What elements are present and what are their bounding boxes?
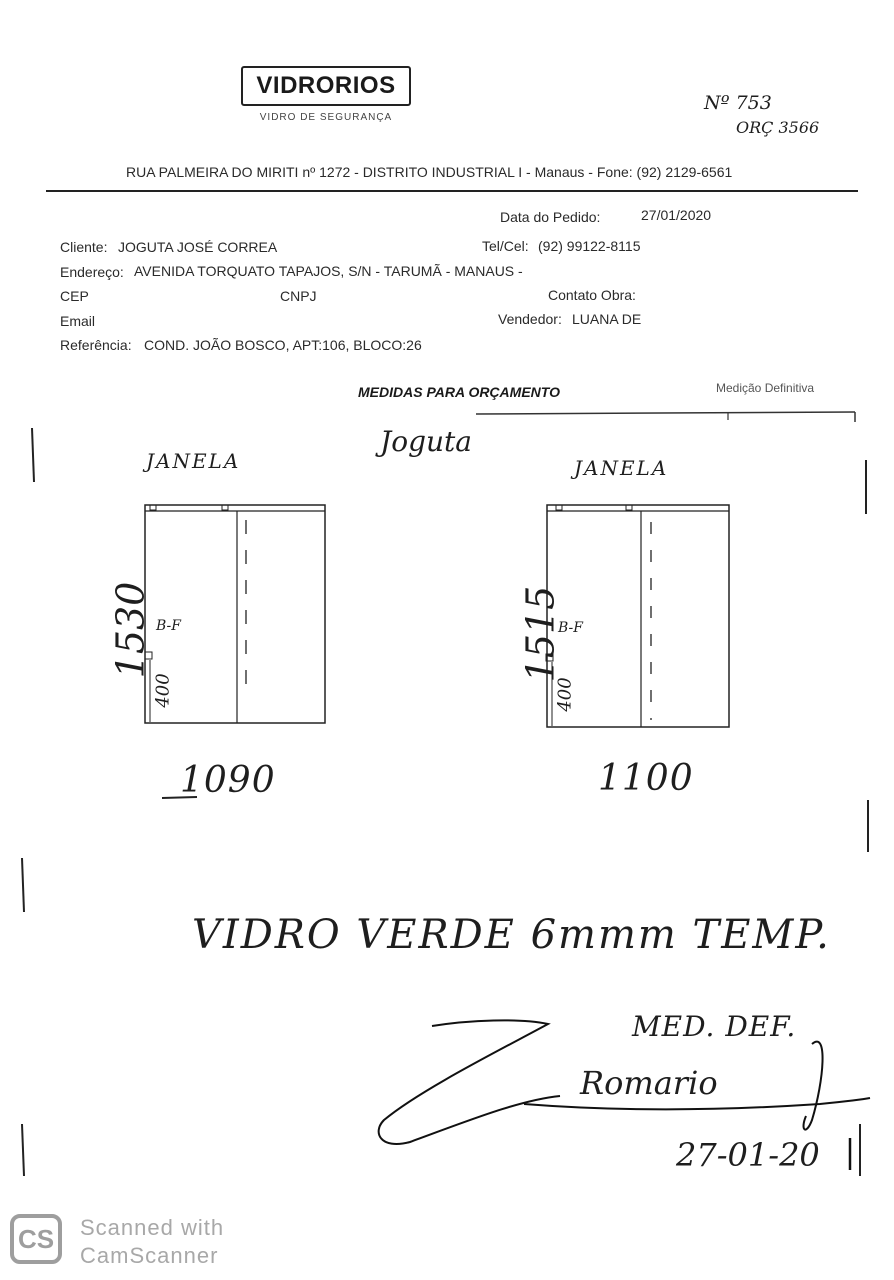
- window-1-drawing: [145, 505, 325, 798]
- scan-mark: [32, 428, 34, 482]
- med-def-note: MED. DEF.: [632, 1010, 797, 1043]
- phone-label: Tel/Cel:: [482, 238, 529, 254]
- window-2-sill-label: B-F: [558, 620, 583, 636]
- camscanner-logo-text: CS: [17, 1223, 55, 1254]
- handwritten-client-name: Joguta: [380, 425, 472, 458]
- window-1-width: 1090: [180, 760, 276, 801]
- company-tagline: VIDRO DE SEGURANÇA: [259, 112, 393, 123]
- window-1-label: JANELA: [146, 449, 241, 473]
- window-2-height: 1515: [518, 585, 563, 683]
- camscanner-logo: [10, 1214, 62, 1264]
- address-label: Endereço:: [60, 264, 124, 280]
- scan-mark: [22, 858, 24, 912]
- section-underline: [476, 412, 855, 414]
- window-2-width: 1100: [598, 758, 694, 799]
- cep-label: CEP: [60, 288, 89, 304]
- section-title: MEDIDAS PARA ORÇAMENTO: [358, 384, 560, 400]
- glass-spec-note: VIDRO VERDE 6mmm TEMP.: [192, 912, 831, 958]
- client-value: JOGUTA JOSÉ CORREA: [118, 239, 278, 255]
- order-number: Nº 753: [704, 92, 772, 114]
- reference-label: Referência:: [60, 337, 132, 353]
- date-value: 27/01/2020: [641, 207, 712, 223]
- seller-label: Vendedor:: [498, 311, 562, 327]
- definitive-measure-label: Medição Definitiva: [716, 381, 815, 395]
- window-1-sill-height: 400: [152, 673, 174, 708]
- client-label: Cliente:: [60, 239, 108, 255]
- email-label: Email: [60, 313, 96, 329]
- seller-value: LUANA DE: [572, 311, 642, 327]
- orc-number: ORÇ 3566: [736, 118, 820, 137]
- contact-label: Contato Obra:: [548, 287, 636, 303]
- address-value: AVENIDA TORQUATO TAPAJOS, S/N - TARUMÃ - MANAUS -: [134, 263, 523, 279]
- date-label: Data do Pedido:: [500, 209, 601, 225]
- signature-date: 27-01-20: [676, 1136, 820, 1174]
- camscanner-text: CamScanner: [80, 1243, 219, 1268]
- company-name: VIDRORIOS: [256, 72, 396, 99]
- window-2-label: JANELA: [574, 456, 669, 480]
- scan-mark: [22, 1124, 24, 1176]
- window-1-height: 1530: [108, 581, 153, 679]
- window-2-sill-height: 400: [554, 677, 576, 712]
- window-1-sill-label: B-F: [156, 618, 181, 634]
- cnpj-label: CNPJ: [280, 288, 317, 304]
- scanned-with-text: Scanned with: [80, 1215, 225, 1240]
- company-address: RUA PALMEIRA DO MIRITI nº 1272 - DISTRITO INDUSTRIAL I - Manaus - Fone: (92) 2129-6561: [126, 164, 733, 180]
- reference-value: COND. JOÃO BOSCO, APT:106, BLOCO:26: [144, 337, 422, 353]
- phone-value: (92) 99122-8115: [538, 238, 641, 254]
- signature-name: Romario: [580, 1064, 718, 1102]
